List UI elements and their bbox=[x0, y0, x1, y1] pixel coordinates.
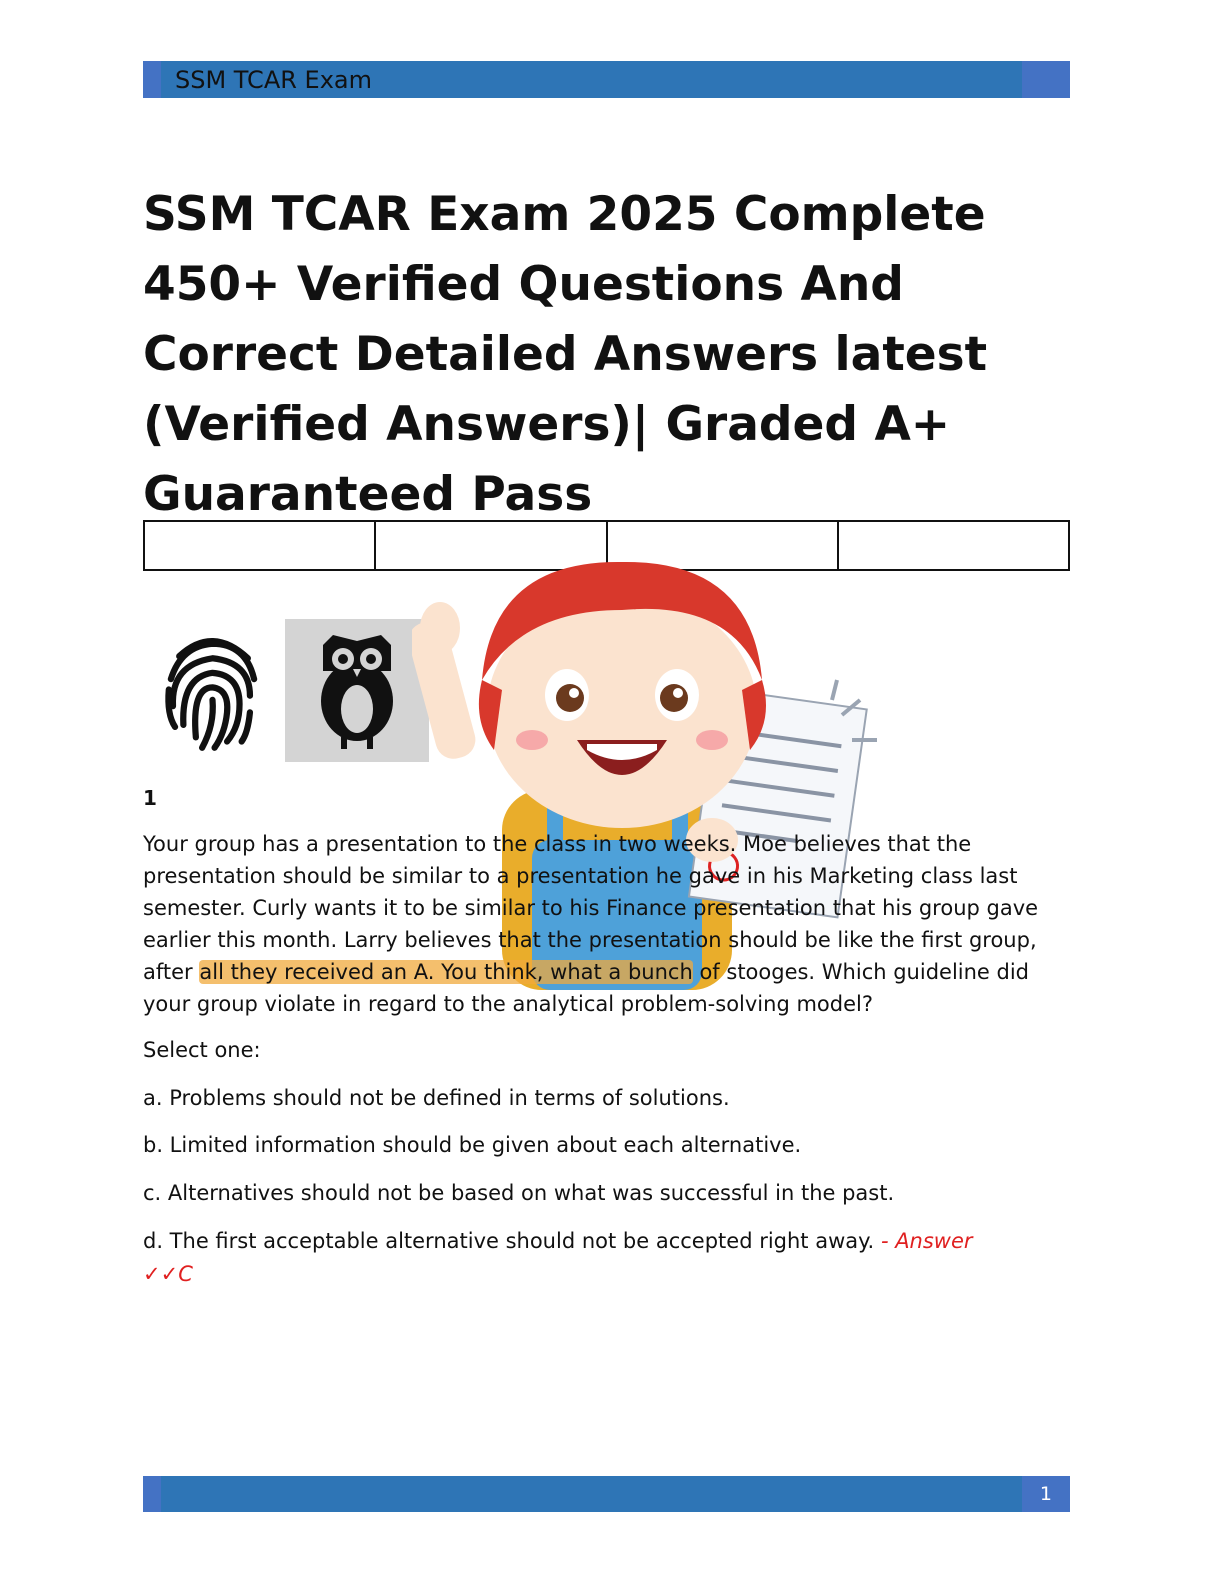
question-text bbox=[143, 828, 1078, 1020]
option-a: a. Problems should not be defined in terms of solutions. bbox=[143, 1086, 730, 1110]
question-text-part: of stooges. Which guideline did your group violate in regard to the analytical problem-solving model? bbox=[143, 960, 1030, 1016]
option-c: c. Alternatives should not be based on what was successful in the past. bbox=[143, 1181, 895, 1205]
answer-value: ✓✓C bbox=[143, 1262, 193, 1286]
blank-table-cell bbox=[144, 521, 375, 570]
owl-logo-box bbox=[285, 619, 429, 762]
page-footer-bar bbox=[143, 1476, 1070, 1512]
option-d: d. The first acceptable alternative should not be accepted right away. bbox=[143, 1229, 875, 1253]
question-number: 1 bbox=[143, 786, 157, 810]
header-bar-right-cap bbox=[1022, 61, 1070, 98]
select-one-prompt: Select one: bbox=[143, 1038, 261, 1062]
answer-label: - Answer bbox=[880, 1229, 973, 1253]
option-d-line bbox=[143, 1229, 973, 1253]
footer-bar-left-cap bbox=[143, 1476, 161, 1512]
question-text-part: Your group has a presentation to the class in two weeks. Moe believes that the presentation should be similar to a presentation he gave in his Marketing class last semester. Curly wants it to be similar to his Finance presentation that his group gave earlier this month. Larry believes that the presentation should be like the first group, after bbox=[143, 832, 1039, 984]
document-title: SSM TCAR Exam 2025 Complete 450+ Verified Questions And Correct Detailed Answers latest (Verified Answers)| Graded A+ Guaranteed Pass bbox=[143, 187, 988, 522]
highlighted-text: all they received an A. You think, what a bunch bbox=[199, 960, 693, 984]
option-b: b. Limited information should be given about each alternative. bbox=[143, 1133, 802, 1157]
page-number: 1 bbox=[1039, 1483, 1052, 1505]
fingerprint-icon bbox=[160, 625, 265, 755]
header-bar-left-cap bbox=[143, 61, 161, 98]
page-header-bar bbox=[143, 61, 1070, 98]
owl-icon bbox=[313, 631, 401, 751]
header-title: SSM TCAR Exam bbox=[175, 66, 372, 94]
